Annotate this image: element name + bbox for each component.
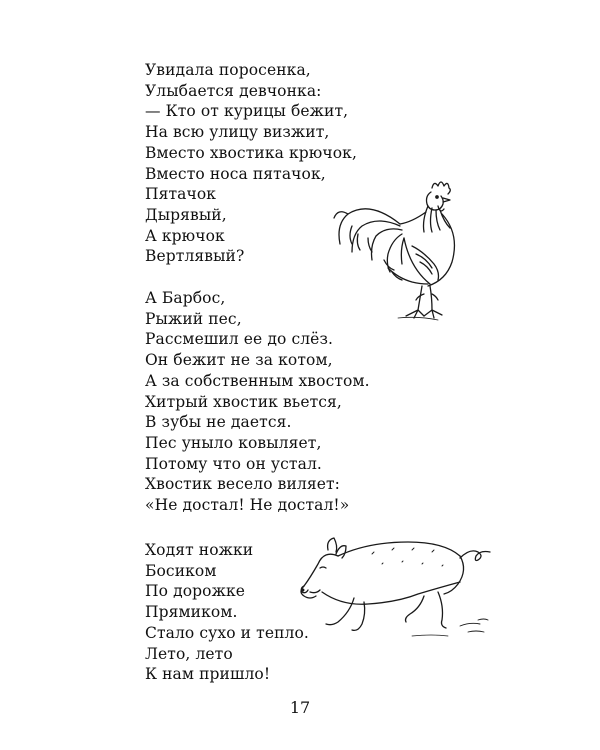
poem-line: По дорожке [145, 582, 246, 601]
poem-line: «Не достал! Не достал!» [145, 496, 350, 515]
poem-line: Хвостик весело виляет: [145, 475, 341, 494]
poem-line: Ходят ножки [145, 541, 254, 559]
poem-line: Улыбается девчонка: [145, 81, 322, 100]
page-number: 17 [289, 698, 311, 717]
poem-line: А крючок [145, 226, 225, 245]
poem-line: Он бежит не за котом, [145, 351, 333, 370]
poem-line: Увидала поросенка, [145, 61, 311, 79]
poem-line: Пес уныло ковыляет, [145, 433, 322, 452]
poem-line: Хитрый хвостик вьется, [145, 392, 342, 411]
poem-line: Пятачок [145, 185, 217, 204]
poem-line: Вместо носа пятачок, [145, 164, 326, 183]
stanza-3 [145, 540, 309, 685]
poem-line: К нам пришло! [145, 665, 271, 684]
poem-line: На всю улицу визжит, [145, 123, 330, 142]
stanza-1 [145, 60, 357, 267]
poem-line: Стало сухо и тепло. [145, 623, 309, 642]
poem-line: Потому что он устал. [145, 454, 322, 473]
piglet-illustration [292, 532, 502, 642]
poem-line: — Кто от курицы бежит, [145, 102, 349, 121]
poem-line: В зубы не дается. [145, 413, 292, 432]
poem-line: А Барбос, [145, 289, 226, 307]
poem-line: Вертлявый? [145, 247, 245, 266]
poem-line: Лето, лето [145, 644, 233, 663]
poem-line: Прямиком. [145, 603, 238, 622]
poem-line: Вместо хвостика крючок, [145, 143, 357, 162]
rooster-illustration [328, 168, 478, 338]
poem-line: А за собственным хвостом. [145, 371, 370, 390]
poem-line: Рыжий пес, [145, 309, 242, 328]
poem-line: Рассмешил ее до слёз. [145, 330, 334, 349]
poem-line: Босиком [145, 561, 217, 580]
poem-line: Дырявый, [145, 205, 227, 224]
